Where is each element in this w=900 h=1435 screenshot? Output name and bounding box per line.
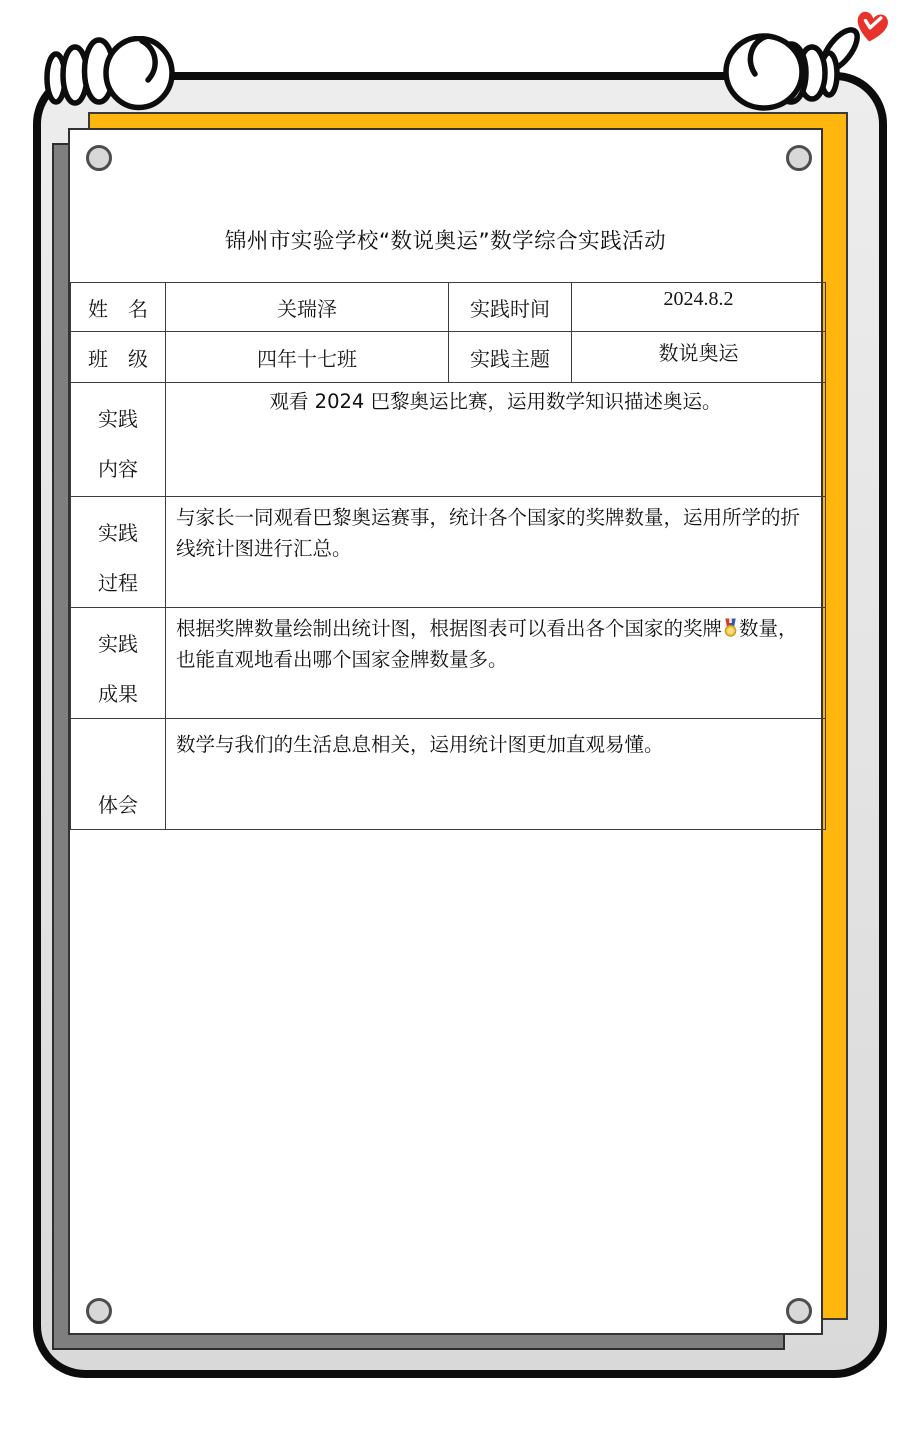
table-row: [71, 383, 826, 497]
topic-value: 数说奥运: [572, 332, 826, 383]
table-row: [71, 283, 826, 332]
section-reflection-text: 数学与我们的生活息息相关，运用统计图更加直观易懂。: [166, 719, 826, 830]
table-row: [71, 332, 826, 383]
section-label-reflection: 体会: [71, 719, 166, 830]
time-label: 实践时间: [449, 283, 572, 332]
binder-rings-left-icon: [42, 36, 192, 114]
table-row: [71, 719, 826, 830]
grommet-icon: [86, 1298, 112, 1324]
section-process-text: 与家长一同观看巴黎奥运赛事，统计各个国家的奖牌数量，运用所学的折线统计图进行汇总。: [166, 497, 826, 608]
form-title: 锦州市实验学校“数说奥运”数学综合实践活动: [224, 229, 667, 254]
section-label-process: 实践 过程: [71, 497, 166, 608]
name-label: 姓 名: [71, 283, 166, 332]
practice-form-table: [70, 282, 826, 830]
section-result-text: 根据奖牌数量绘制出统计图，根据图表可以看出各个国家的奖牌 数量，也能直观地看出哪个国家金牌数量多。: [166, 608, 826, 719]
class-label: 班 级: [71, 332, 166, 383]
form-paper: [68, 128, 823, 1335]
time-value: 2024.8.2: [572, 283, 826, 332]
section-label-result: 实践 成果: [71, 608, 166, 719]
section-content-text: 观看 2024 巴黎奥运比赛，运用数学知识描述奥运。: [166, 383, 826, 497]
medal-icon: [723, 618, 738, 637]
table-row: [71, 497, 826, 608]
topic-label: 实践主题: [449, 332, 572, 383]
grommet-icon: [786, 145, 812, 171]
class-value: 四年十七班: [166, 332, 449, 383]
heart-icon: [851, 6, 893, 46]
grommet-icon: [86, 145, 112, 171]
grommet-icon: [786, 1298, 812, 1324]
table-row: [71, 608, 826, 719]
section-label-content: 实践 内容: [71, 383, 166, 497]
name-value: 关瑞泽: [166, 283, 449, 332]
